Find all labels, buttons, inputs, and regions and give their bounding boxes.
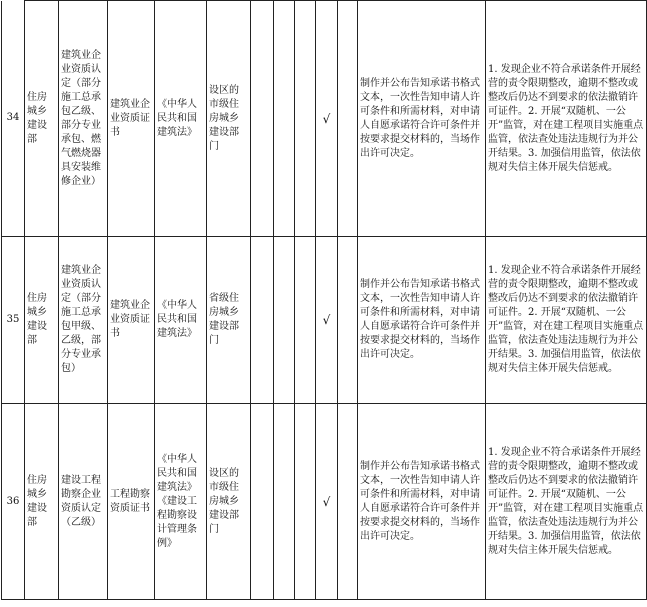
legal-basis-cell: 《中华人民共和国建筑法》 <box>155 1 207 237</box>
empty-cell <box>295 404 316 600</box>
row-number: 35 <box>2 237 25 404</box>
authority-cell: 省级住房城乡建设部门 <box>207 237 251 404</box>
check-mark: √ <box>316 237 338 404</box>
item-name-cell: 建筑业企业资质认定（部分施工总承包甲级、乙级，部分专业承包） <box>59 237 108 404</box>
department-cell: 住房城乡建设部 <box>25 404 59 600</box>
permit-table <box>1 0 647 600</box>
empty-cell <box>295 1 316 237</box>
empty-cell <box>274 404 295 600</box>
row-number: 34 <box>2 1 25 237</box>
table-row <box>2 1 647 237</box>
empty-cell <box>338 237 358 404</box>
reform-measures-cell: 制作并公布告知承诺书格式文本，一次性告知申请人许可条件和所需材料，对申请人自愿承诺符合许可条件并按要求提交材料的，当场作出许可决定。 <box>358 237 486 404</box>
item-name-cell: 建设工程勘察企业资质认定（乙级） <box>59 404 108 600</box>
empty-cell <box>338 404 358 600</box>
empty-cell <box>251 237 274 404</box>
check-mark: √ <box>316 1 338 237</box>
supervision-measures-cell: 1. 发现企业不符合承诺条件开展经营的责令限期整改，逾期不整改或整改后仍达不到要求的依法撤销许可证件。2. 开展“双随机、一公开”监管，对在建工程项目实施重点监管，依法查处违法违规行为并公开结果。3. 加强信用监管，依法依规对失信主体开展失信惩戒。 <box>486 237 647 404</box>
license-name-cell: 建筑业企业资质证书 <box>108 1 155 237</box>
table-row <box>2 237 647 404</box>
item-name-cell: 建筑业企业资质认定（部分施工总承包乙级、部分专业承包、燃气燃烧器具安装维修企业） <box>59 1 108 237</box>
department-cell: 住房城乡建设部 <box>25 1 59 237</box>
legal-basis-cell: 《中华人民共和国建筑法》 <box>155 237 207 404</box>
license-name-cell: 建筑业企业资质证书 <box>108 237 155 404</box>
empty-cell <box>274 1 295 237</box>
empty-cell <box>274 237 295 404</box>
authority-cell: 设区的市级住房城乡建设部门 <box>207 404 251 600</box>
empty-cell <box>251 404 274 600</box>
table-row <box>2 404 647 600</box>
license-name-cell: 工程勘察资质证书 <box>108 404 155 600</box>
row-number: 36 <box>2 404 25 600</box>
supervision-measures-cell: 1. 发现企业不符合承诺条件开展经营的责令限期整改，逾期不整改或整改后仍达不到要求的依法撤销许可证件。2. 开展“双随机、一公开”监管，对在建工程项目实施重点监管，依法查处违法违规行为并公开结果。3. 加强信用监管，依法依规对失信主体开展失信惩戒。 <box>486 1 647 237</box>
supervision-measures-cell: 1. 发现企业不符合承诺条件开展经营的责令限期整改，逾期不整改或整改后仍达不到要求的依法撤销许可证件。2. 开展“双随机、一公开”监管，对在建工程项目实施重点监管，依法查处违法违规行为并公开结果。3. 加强信用监管，依法依规对失信主体开展失信惩戒。 <box>486 404 647 600</box>
empty-cell <box>295 237 316 404</box>
empty-cell <box>338 1 358 237</box>
reform-measures-cell: 制作并公布告知承诺书格式文本，一次性告知申请人许可条件和所需材料，对申请人自愿承诺符合许可条件并按要求提交材料的，当场作出许可决定。 <box>358 1 486 237</box>
empty-cell <box>251 1 274 237</box>
check-mark: √ <box>316 404 338 600</box>
authority-cell: 设区的市级住房城乡建设部门 <box>207 1 251 237</box>
legal-basis-cell: 《中华人民共和国建筑法》《建设工程勘察设计管理条例》 <box>155 404 207 600</box>
reform-measures-cell: 制作并公布告知承诺书格式文本，一次性告知申请人许可条件和所需材料，对申请人自愿承诺符合许可条件并按要求提交材料的，当场作出许可决定。 <box>358 404 486 600</box>
department-cell: 住房城乡建设部 <box>25 237 59 404</box>
